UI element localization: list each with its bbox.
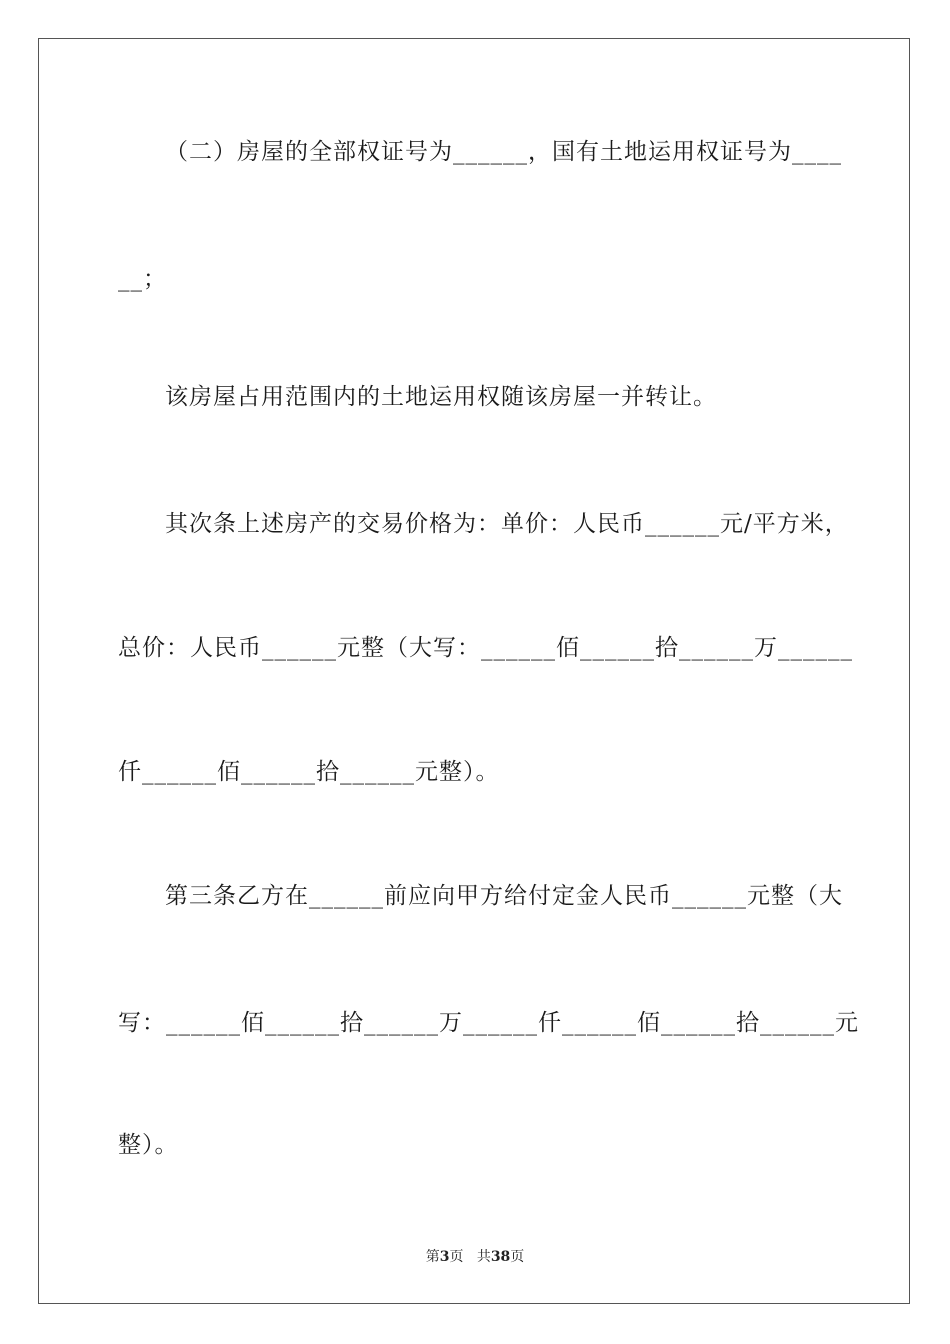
paragraph-line-3: 该房屋占用范围内的土地运用权随该房屋一并转让。 [165, 384, 717, 410]
paragraph-line-4: 其次条上述房产的交易价格为：单价：人民币______元/平方米， [165, 511, 849, 537]
paragraph-line-7: 第三条乙方在______前应向甲方给付定金人民币______元整（大 [165, 883, 843, 909]
footer-page-prefix: 第 [425, 1249, 440, 1265]
footer-page-number: 3 [439, 1249, 450, 1265]
page-footer [0, 1246, 950, 1266]
page-border [38, 38, 910, 1304]
paragraph-line-8: 写：______佰______拾______万______仟______佰______拾______元 [118, 1010, 859, 1036]
paragraph-line-5: 总价：人民币______元整（大写：______佰______拾______万______ [118, 635, 853, 661]
footer-page-suffix: 页 [449, 1249, 464, 1265]
paragraph-line-6: 仟______佰______拾______元整）。 [118, 759, 500, 785]
paragraph-line-1: （二）房屋的全部权证号为______，国有土地运用权证号为____ [165, 139, 842, 165]
footer-total-pages: 38 [490, 1249, 511, 1265]
footer-total-prefix: 共 [476, 1249, 491, 1265]
paragraph-line-9: 整）。 [118, 1132, 179, 1158]
paragraph-line-2: __； [118, 266, 167, 292]
footer-total-suffix: 页 [510, 1249, 525, 1265]
